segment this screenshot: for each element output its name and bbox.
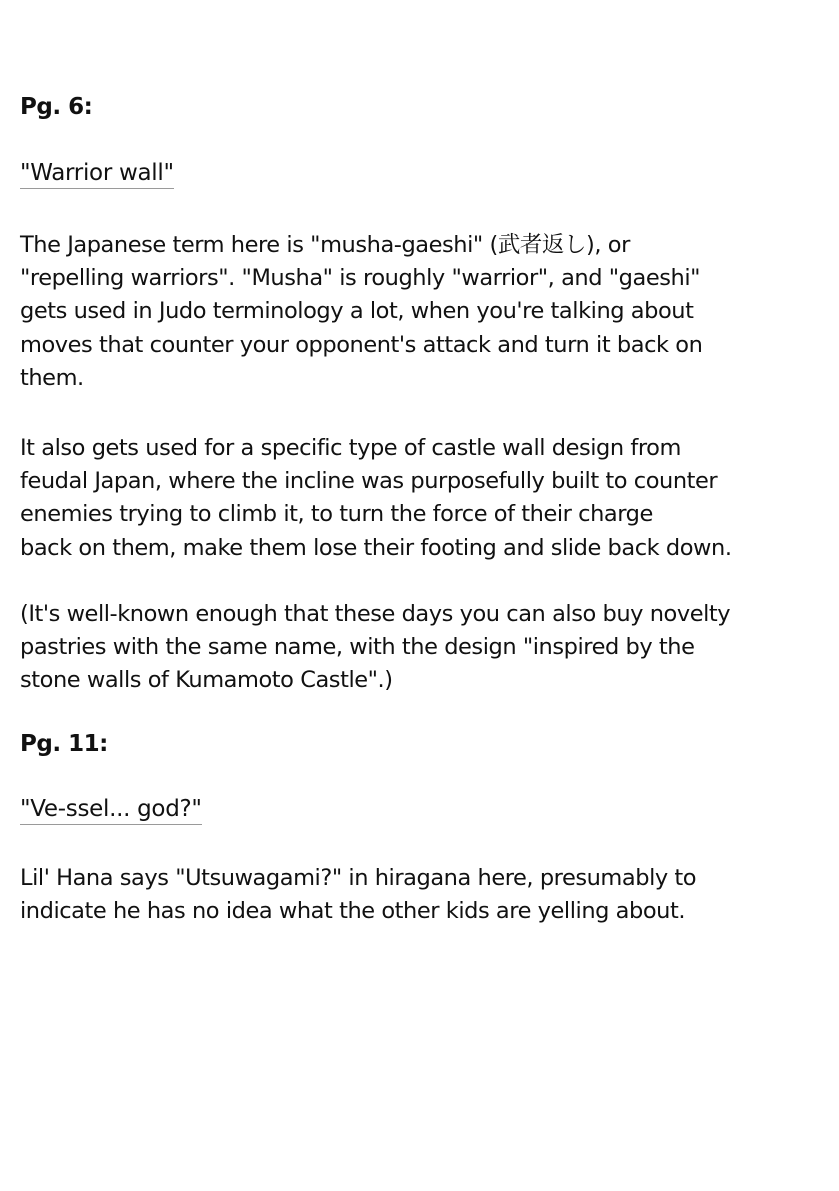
paragraph-musha-gaeshi bbox=[20, 229, 702, 395]
paragraph-line: stone walls of Kumamoto Castle".) bbox=[20, 667, 393, 694]
term-vessel-god bbox=[20, 796, 202, 825]
paragraph-line: Lil' Hana says "Utsuwagami?" in hiragana here, presumably to bbox=[20, 865, 697, 891]
paragraph-line: feudal Japan, where the incline was purposefully built to counter bbox=[20, 468, 718, 495]
term-label: "Ve-ssel... god?" bbox=[20, 796, 202, 825]
paragraph-line: enemies trying to climb it, to turn the force of their charge bbox=[20, 501, 653, 528]
paragraph-novelty-pastries bbox=[20, 598, 730, 698]
paragraph-line: gets used in Judo terminology a lot, when you're talking about bbox=[20, 298, 694, 325]
section-heading-pg11: Pg. 11: bbox=[20, 731, 108, 757]
paragraph-line: The Japanese term here is "musha-gaeshi" (武者返し), or bbox=[20, 232, 630, 258]
paragraph-line: "repelling warriors". "Musha" is roughly "warrior", and "gaeshi" bbox=[20, 265, 701, 292]
paragraph-line: back on them, make them lose their footing and slide back down. bbox=[20, 534, 732, 561]
paragraph-line: moves that counter your opponent's attack and turn it back on bbox=[20, 331, 703, 358]
term-warrior-wall bbox=[20, 160, 174, 189]
section-heading-pg6: Pg. 6: bbox=[20, 94, 93, 120]
paragraph-utsuwagami bbox=[20, 862, 696, 928]
paragraph-line: It also gets used for a specific type of castle wall design from bbox=[20, 435, 681, 461]
paragraph-line: them. bbox=[20, 364, 84, 391]
paragraph-line: (It's well-known enough that these days you can also buy novelty bbox=[20, 601, 731, 627]
term-label: "Warrior wall" bbox=[20, 160, 174, 189]
paragraph-line: pastries with the same name, with the design "inspired by the bbox=[20, 634, 695, 661]
paragraph-line: indicate he has no idea what the other kids are yelling about. bbox=[20, 898, 686, 925]
paragraph-castle-wall bbox=[20, 432, 732, 565]
